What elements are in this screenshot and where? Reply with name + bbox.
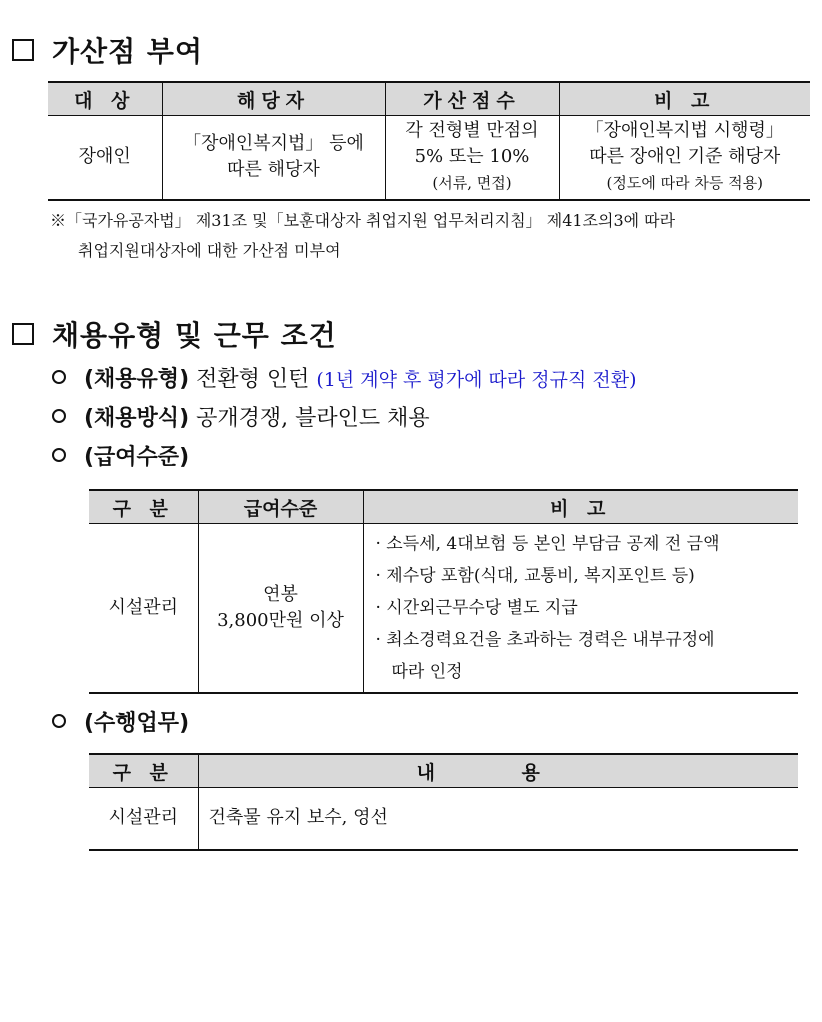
header-content: 내 용 xyxy=(198,754,798,788)
table-row xyxy=(89,788,798,850)
cell-remarks: · 소득세, 4대보험 등 본인 부담금 공제 전 금액 · 제수당 포함(식대, 교통비, 복지포인트 등) · 시간외근무수당 별도 지급 · 최소경력요건을 초과하는 경력은 내부규정에 따라 인정 xyxy=(363,524,798,694)
section-title-employment: 채용유형 및 근무 조건 xyxy=(12,314,337,354)
circle-bullet-icon xyxy=(52,409,66,423)
square-bullet-icon xyxy=(12,323,34,345)
cell-category: 시설관리 xyxy=(89,524,198,694)
table-header-row xyxy=(89,754,798,788)
square-bullet-icon xyxy=(12,39,34,61)
header-category: 구 분 xyxy=(89,754,198,788)
cell-salary: 연봉 3,800만원 이상 xyxy=(198,524,363,694)
circle-bullet-icon xyxy=(52,448,66,462)
bonus-table xyxy=(48,81,810,201)
cell-category: 시설관리 xyxy=(89,788,198,850)
cell-eligible: 「장애인복지법」 등에 따른 해당자 xyxy=(162,116,385,200)
salary-table xyxy=(89,489,798,694)
circle-bullet-icon xyxy=(52,714,66,728)
cell-points: 각 전형별 만점의 5% 또는 10% (서류, 면접) xyxy=(385,116,559,200)
circle-bullet-icon xyxy=(52,370,66,384)
table-row xyxy=(48,116,810,200)
item-salary-level: (급여수준) xyxy=(52,440,189,471)
header-target: 대 상 xyxy=(48,82,162,116)
table-row xyxy=(89,524,798,694)
cell-content: 건축물 유지 보수, 영선 xyxy=(198,788,798,850)
section-title-bonus: 가산점 부여 xyxy=(12,30,203,70)
item-recruit-method: (채용방식) 공개경쟁, 블라인드 채용 xyxy=(52,401,430,432)
table-header-row xyxy=(48,82,810,116)
cell-target: 장애인 xyxy=(48,116,162,200)
header-salary: 급여수준 xyxy=(198,490,363,524)
table-header-row xyxy=(89,490,798,524)
header-remarks: 비 고 xyxy=(559,82,810,116)
header-category: 구 분 xyxy=(89,490,198,524)
header-eligible: 해당자 xyxy=(162,82,385,116)
header-points: 가산점수 xyxy=(385,82,559,116)
item-employment-type: (채용유형) 전환형 인턴 (1년 계약 후 평가에 따라 정규직 전환) xyxy=(52,362,637,393)
item-duties: (수행업무) xyxy=(52,706,189,737)
bonus-note: ※「국가유공자법」 제31조 및「보훈대상자 취업지원 업무처리지침」 제41조의3에 따라 취업지원대상자에 대한 가산점 미부여 xyxy=(50,211,676,260)
duty-table xyxy=(89,753,798,851)
header-remarks: 비 고 xyxy=(363,490,798,524)
cell-remarks: 「장애인복지법 시행령」 따른 장애인 기준 해당자 (정도에 따라 차등 적용) xyxy=(559,116,810,200)
